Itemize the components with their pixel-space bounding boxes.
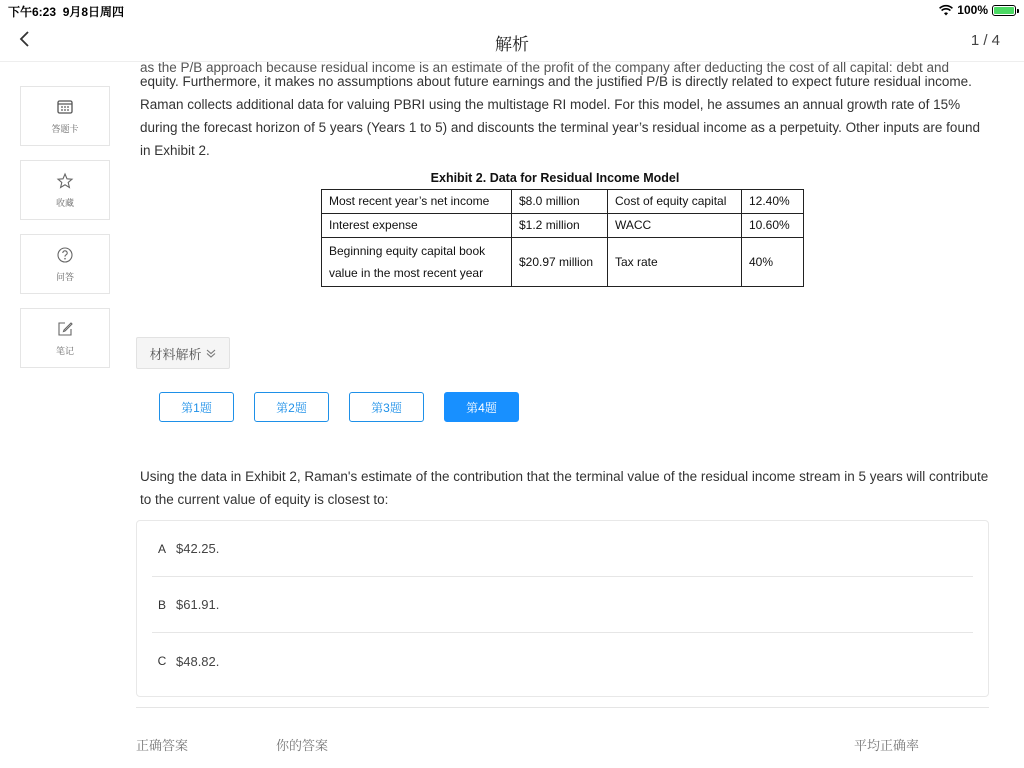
double-chevron-down-icon	[205, 347, 217, 359]
tab-question-2[interactable]: 第2题	[254, 392, 329, 422]
material-passage	[140, 62, 990, 287]
status-right	[939, 3, 1016, 17]
material-analysis-label: 材料解析	[149, 346, 202, 362]
your-answer-label: 你的答案	[276, 738, 329, 753]
table-cell: WACC	[608, 214, 742, 238]
divider	[136, 707, 989, 708]
option-text: $42.25.	[176, 541, 220, 556]
sidebar-item-favorite[interactable]	[20, 160, 110, 220]
answer-options	[136, 520, 989, 697]
material-analysis-button[interactable]	[136, 337, 230, 369]
status-time-date	[8, 3, 124, 20]
table-cell: $20.97 million	[512, 238, 608, 287]
table-cell: $1.2 million	[512, 214, 608, 238]
wifi-icon	[939, 5, 953, 16]
status-date: 9月8日周四	[62, 5, 125, 19]
sidebar-item-label: 问答	[55, 271, 74, 282]
battery-percent: 100%	[957, 3, 988, 17]
table-cell: Tax rate	[608, 238, 742, 287]
average-rate-label: 平均正确率	[854, 738, 920, 753]
option-b[interactable]	[152, 577, 973, 633]
table-row	[322, 214, 804, 238]
status-bar	[0, 0, 1024, 20]
battery-icon	[992, 5, 1016, 16]
sidebar-item-label: 收藏	[55, 197, 74, 208]
table-cell: $8.0 million	[512, 190, 608, 214]
note-edit-icon	[56, 320, 74, 338]
option-key: B	[157, 597, 166, 612]
option-c[interactable]	[152, 633, 973, 689]
option-text: $61.91.	[176, 597, 220, 612]
page-title: 解析	[495, 35, 529, 54]
option-a[interactable]	[152, 521, 973, 577]
correct-answer-label: 正确答案	[136, 738, 189, 753]
table-cell: Interest expense	[322, 214, 512, 238]
page-counter: 1 / 4	[970, 32, 1000, 49]
question-text: Using the data in Exhibit 2, Raman's estimate of the contribution that the terminal value of the residual income stream in 5 years will contribute to the current value of equity is closest to:	[140, 469, 989, 507]
sidebar-item-notes[interactable]	[20, 308, 110, 368]
table-cell: Most recent year’s net income	[322, 190, 512, 214]
answer-summary-bar	[136, 738, 989, 753]
table-cell: Cost of equity capital	[608, 190, 742, 214]
sidebar-item-label: 答题卡	[51, 123, 79, 134]
sidebar	[20, 86, 110, 382]
answer-card-icon	[56, 98, 74, 116]
table-cell: 10.60%	[742, 214, 804, 238]
question-icon	[56, 246, 74, 264]
table-cell: Beginning equity capital book value in the most recent year	[322, 238, 512, 287]
exhibit-title: Exhibit 2. Data for Residual Income Model	[430, 171, 680, 185]
table-cell: 40%	[742, 238, 804, 287]
option-text: $48.82.	[176, 653, 220, 669]
passage-paragraph-1: equity. Furthermore, it makes no assumptions about future earnings and the justified P/B is directly related to expect future residual income.	[140, 74, 972, 89]
status-time: 下午6:23	[8, 5, 57, 19]
exhibit-table	[321, 189, 804, 287]
sidebar-item-label: 笔记	[55, 345, 74, 356]
table-row	[322, 238, 804, 287]
table-row	[322, 190, 804, 214]
battery-fill	[994, 7, 1014, 14]
passage-paragraph-2: Raman collects additional data for valuing PBRI using the multistage RI model. For this model, he assumes an annual growth rate of 15% during the forecast horizon of 5 years (Years 1 to 5) and discounts the terminal year’s residual income as a perpetuity. Other inputs are found in Exhibit 2.	[140, 97, 980, 158]
table-cell: 12.40%	[742, 190, 804, 214]
tab-question-1[interactable]: 第1题	[159, 392, 234, 422]
star-icon	[56, 172, 74, 190]
option-key: A	[157, 541, 166, 556]
sidebar-item-answer-card[interactable]	[20, 86, 110, 146]
question-tabs	[159, 392, 519, 422]
option-key: C	[157, 654, 167, 668]
tab-question-3[interactable]: 第3题	[349, 392, 424, 422]
tab-question-4[interactable]: 第4题	[444, 392, 519, 422]
sidebar-item-qa[interactable]	[20, 234, 110, 294]
passage-cut-line: as the P/B approach because residual income is an estimate of the profit of the company after deducting the cost of all capital: debt and	[140, 60, 949, 75]
